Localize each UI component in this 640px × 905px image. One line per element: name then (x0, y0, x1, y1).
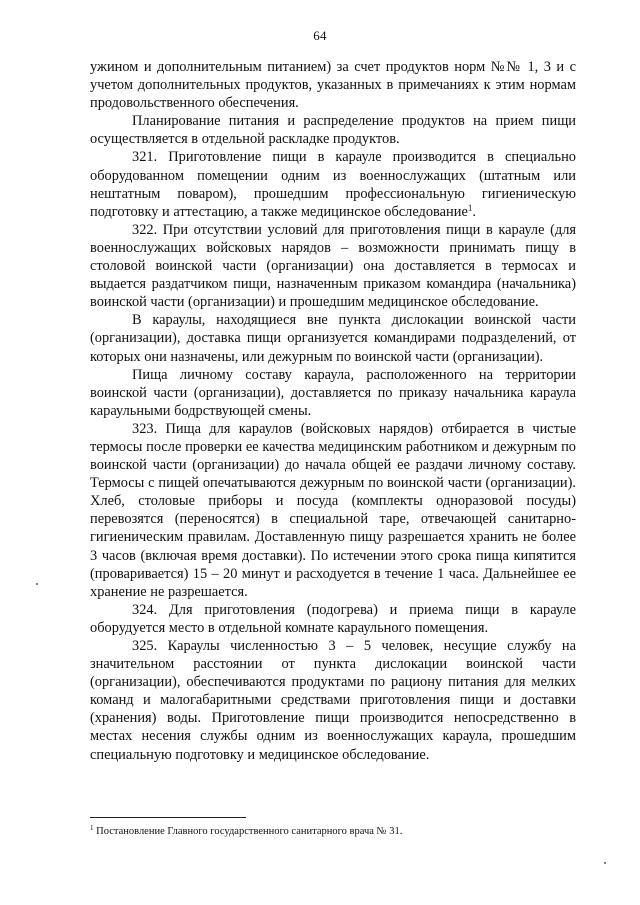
paragraph-322: 322. При отсутствии условий для приготовления пищи в карауле (для военнослужащих войсковых нарядов – возможности принимать пищу в столовой воинской части (организации) она доставляется в термосах и выдается раздатчиком пищи, назначенным приказом командира (начальника) воинской части (организации) и прошедшим медицинское обследование. (90, 221, 576, 311)
paragraph-remote-guards: В караулы, находящиеся вне пункта дислокации воинской части (организации), доставка пищи организуется командирами подразделений, от которых они назначены, или дежурным по воинской части (организации). (90, 312, 576, 365)
paragraph-323: 323. Пища для караулов (войсковых нарядов) отбирается в чистые термосы после проверки ее качества медицинским работником и дежурным по воинской части (организации) до начала общей ее раздачи личному составу. Термосы с пищей опечатываются дежурным по воинской части (организации). Хлеб, столовые приборы и посуда (комплекты одноразовой посуды) перевозятся (переносятся) в специальной таре, отвечающей санитарно-гигиеническим правилам. Доставленную пищу разрешается хранить не более 3 часов (включая время доставки). По истечении этого срока пища кипятится (проваривается) 15 – 20 минут и расходуется в течение 1 часа. Дальнейшее ее хранение не разрешается. (90, 420, 576, 600)
footnote-divider (90, 817, 246, 818)
paragraph-321-text: 321. Приготовление пищи в карауле производится в специально оборудованном помещении одним из военнослужащих (штатным или нештатным поваром), прошедшим профессиональную гигиеническую подготовку и аттестацию, а также медицинское обследование (90, 149, 576, 220)
paragraph-on-territory: Пища личному составу караула, расположенного на территории воинской части (организации), доставляется по приказу начальника караула караульными бодрствующей смены. (90, 366, 576, 419)
page-number: 64 (313, 28, 327, 43)
paragraph-321 (90, 148, 576, 220)
scan-speck (36, 583, 38, 585)
paragraph-324: 324. Для приготовления (подогрева) и приема пищи в карауле оборудуется место в отдельной комнате караульного помещения. (90, 601, 576, 636)
footnote-text: Постановление Главного государственного санитарного врача № 31. (93, 826, 403, 837)
paragraph-continuation: ужином и дополнительным питанием) за счет продуктов норм №№ 1, 3 и с учетом дополнительных продуктов, указанных в примечаниях к этим нормам продовольственного обеспечения. (90, 59, 576, 112)
footnote-reference: 1 (467, 202, 473, 213)
footnote-marker: 1 (90, 824, 94, 832)
scan-speck (604, 862, 606, 864)
paragraph-321-tail: . (472, 203, 476, 220)
document-body (90, 58, 576, 764)
footnote (90, 825, 576, 838)
paragraph-meal-planning: Планирование питания и распределение продуктов на прием пищи осуществляется в отдельной раскладке продуктов. (90, 113, 576, 148)
paragraph-325: 325. Караулы численностью 3 – 5 человек, несущие службу на значительном расстоянии от пункта дислокации воинской части (организации), обеспечиваются продуктами по рациону питания для мелких команд и малогабаритными средствами приготовления пищи и доставки (хранения) воды. Приготовление пищи производится непосредственно в местах несения службы одним из военнослужащих караула, прошедшим специальную подготовку и медицинское обследование. (90, 638, 576, 763)
